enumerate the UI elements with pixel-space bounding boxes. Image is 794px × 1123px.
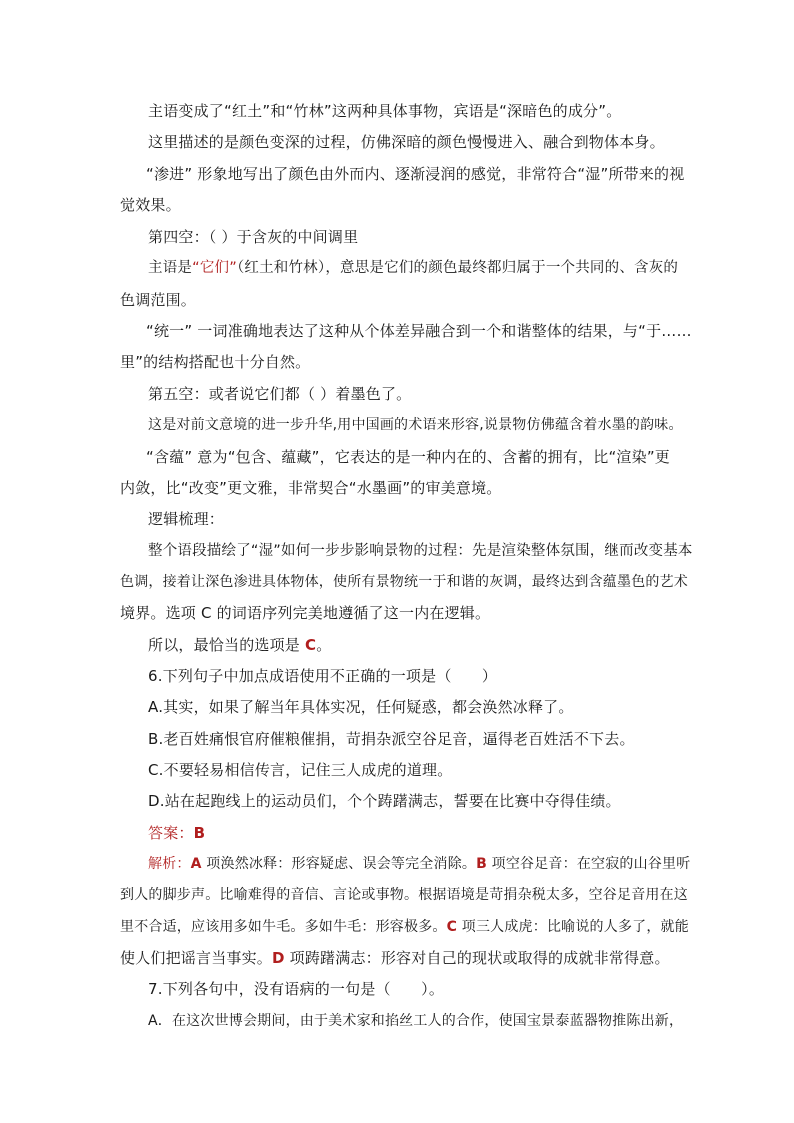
paragraph-line: 主语变成了“红土”和“竹林”这两种具体事物，宾语是“深暗色的成分”。 xyxy=(148,102,622,120)
analysis-line: 到人的脚步声。比喻难得的音信、言论或事物。根据语境是苛捐杂税太多，空谷足音用在这 xyxy=(120,887,688,903)
section-heading: 逻辑梳理： xyxy=(148,510,225,528)
question-stem: 6.下列句子中加点成语使用不正确的一项是（ ） xyxy=(148,667,498,685)
analysis-line: 使人们把谣言当事实。D 项踌躇满志：形容对自己的现状或取得的成就非常得意。 xyxy=(120,949,670,967)
option-a: A.其实，如果了解当年具体实况，任何疑惑，都会涣然冰释了。 xyxy=(148,698,574,716)
option-a: A．在这次世博会期间，由于美术家和掐丝工人的合作，使国宝景泰蓝器物推陈出新， xyxy=(148,1013,684,1029)
paragraph-line: “统一” 一词准确地表达了这种从个体差异融合到一个和谐整体的结果，与“于…… xyxy=(146,322,692,340)
option-c: C.不要轻易相信传言，记住三人成虎的道理。 xyxy=(148,761,453,779)
paragraph-line: “渗进” 形象地写出了颜色由外而内、逐渐浸润的感觉，非常符合“湿”所带来的视 xyxy=(146,165,685,183)
conclusion-line: 所以，最恰当的选项是 C。 xyxy=(148,636,332,654)
paragraph-line: 内敛，比“改变”更文雅，非常契合“水墨画”的审美意境。 xyxy=(120,479,502,497)
paragraph-line: 境界。选项 C 的词语序列完美地遵循了这一内在逻辑。 xyxy=(120,604,491,622)
paragraph-line: 色调范围。 xyxy=(120,291,197,309)
option-b: B.老百姓痛恨官府催粮催捐，苛捐杂派空谷足音，逼得老百姓活不下去。 xyxy=(148,730,635,748)
paragraph-line: 色调，接着让深色渗进具体物体，使所有景物统一于和谐的灰调，最终达到含蕴墨色的艺术 xyxy=(120,574,688,590)
analysis-line: 里不合适，应该用多如牛毛。多如牛毛：形容极多。C 项三人成虎：比喻说的人多了，就能 xyxy=(120,919,689,935)
section-heading: 第五空：或者说它们都（ ）着墨色了。 xyxy=(148,385,412,403)
paragraph-line: 这是对前文意境的进一步升华,用中国画的术语来形容,说景物仿佛蕴含着水墨的韵味。 xyxy=(148,417,683,433)
question-stem: 7.下列各句中，没有语病的一句是（ ）。 xyxy=(148,980,445,998)
paragraph-line: “含蕴” 意为“包含、蕴藏”，它表达的是一种内在的、含蓄的拥有，比“渲染”更 xyxy=(146,448,670,466)
answer-line: 答案：B xyxy=(148,824,206,842)
paragraph-line: 里”的结构搭配也十分自然。 xyxy=(120,353,311,371)
paragraph-line: 这里描述的是颜色变深的过程，仿佛深暗的颜色慢慢进入、融合到物体本身。 xyxy=(148,133,665,151)
section-heading: 第四空：（ ）于含灰的中间调里 xyxy=(148,228,359,246)
option-d: D.站在起跑线上的运动员们，个个踌躇满志，誓要在比赛中夺得佳绩。 xyxy=(148,792,621,810)
paragraph-line: 主语是“它们”（红土和竹林），意思是它们的颜色最终都归属于一个共同的、含灰的 xyxy=(148,260,679,276)
analysis-line: 解析：A 项涣然冰释：形容疑虑、误会等完全消除。B 项空谷足音：在空寂的山谷里听 xyxy=(148,856,691,872)
paragraph-line: 觉效果。 xyxy=(120,196,181,214)
paragraph-line: 整个语段描绘了“湿”如何一步步影响景物的过程：先是渲染整体氛围，继而改变基本 xyxy=(148,543,693,559)
